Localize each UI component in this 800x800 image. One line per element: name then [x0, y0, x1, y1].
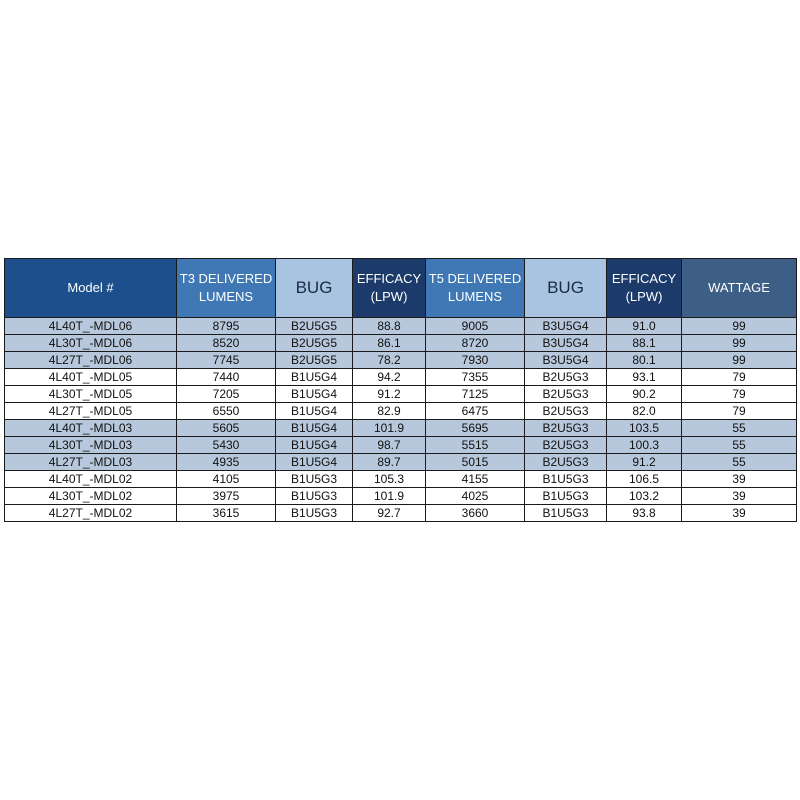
cell-t5-efficacy: 80.1	[607, 352, 682, 369]
table-row	[5, 386, 797, 403]
cell-t3-efficacy: 92.7	[353, 505, 426, 522]
cell-t3-bug: B1U5G4	[276, 420, 353, 437]
cell-t5-efficacy: 91.0	[607, 318, 682, 335]
cell-t5-bug: B2U5G3	[525, 386, 607, 403]
cell-t5-lumens: 4155	[426, 471, 525, 488]
cell-t3-lumens: 8795	[177, 318, 276, 335]
cell-t5-bug: B1U5G3	[525, 488, 607, 505]
cell-model: 4L27T_-MDL05	[5, 403, 177, 420]
cell-model: 4L27T_-MDL03	[5, 454, 177, 471]
cell-model: 4L30T_-MDL06	[5, 335, 177, 352]
cell-wattage: 99	[682, 352, 797, 369]
cell-t3-bug: B2U5G5	[276, 352, 353, 369]
cell-wattage: 99	[682, 318, 797, 335]
table-row	[5, 318, 797, 335]
table-row	[5, 454, 797, 471]
cell-t5-bug: B2U5G3	[525, 420, 607, 437]
cell-t3-lumens: 7745	[177, 352, 276, 369]
cell-t3-bug: B1U5G4	[276, 403, 353, 420]
cell-t5-efficacy: 93.1	[607, 369, 682, 386]
table-row	[5, 437, 797, 454]
cell-model: 4L40T_-MDL02	[5, 471, 177, 488]
cell-t5-bug: B3U5G4	[525, 352, 607, 369]
cell-t3-bug: B1U5G4	[276, 386, 353, 403]
cell-t5-bug: B1U5G3	[525, 471, 607, 488]
cell-t5-bug: B2U5G3	[525, 437, 607, 454]
cell-t3-efficacy: 78.2	[353, 352, 426, 369]
cell-t3-lumens: 4105	[177, 471, 276, 488]
cell-wattage: 79	[682, 369, 797, 386]
cell-t3-bug: B2U5G5	[276, 335, 353, 352]
cell-t3-efficacy: 105.3	[353, 471, 426, 488]
cell-model: 4L27T_-MDL02	[5, 505, 177, 522]
cell-t5-bug: B3U5G4	[525, 318, 607, 335]
cell-model: 4L40T_-MDL03	[5, 420, 177, 437]
cell-wattage: 99	[682, 335, 797, 352]
cell-t3-efficacy: 82.9	[353, 403, 426, 420]
cell-t5-efficacy: 90.2	[607, 386, 682, 403]
cell-t3-lumens: 5605	[177, 420, 276, 437]
header-row	[5, 259, 797, 318]
cell-t5-lumens: 7930	[426, 352, 525, 369]
cell-model: 4L27T_-MDL06	[5, 352, 177, 369]
cell-t5-lumens: 5015	[426, 454, 525, 471]
cell-t3-efficacy: 91.2	[353, 386, 426, 403]
cell-model: 4L30T_-MDL02	[5, 488, 177, 505]
cell-t3-lumens: 5430	[177, 437, 276, 454]
table-row	[5, 505, 797, 522]
cell-wattage: 55	[682, 454, 797, 471]
cell-t3-efficacy: 101.9	[353, 488, 426, 505]
cell-t3-bug: B1U5G4	[276, 437, 353, 454]
header-t3-bug: BUG	[276, 259, 353, 318]
header-wattage: WATTAGE	[682, 259, 797, 318]
table-row	[5, 403, 797, 420]
cell-t5-bug: B2U5G3	[525, 403, 607, 420]
cell-t3-bug: B2U5G5	[276, 318, 353, 335]
cell-t5-lumens: 7125	[426, 386, 525, 403]
cell-t3-bug: B1U5G3	[276, 471, 353, 488]
cell-t3-bug: B1U5G4	[276, 369, 353, 386]
cell-t3-efficacy: 94.2	[353, 369, 426, 386]
cell-t3-lumens: 7440	[177, 369, 276, 386]
cell-t3-bug: B1U5G4	[276, 454, 353, 471]
cell-t5-lumens: 9005	[426, 318, 525, 335]
cell-t3-efficacy: 98.7	[353, 437, 426, 454]
cell-t5-bug: B2U5G3	[525, 454, 607, 471]
cell-t3-lumens: 7205	[177, 386, 276, 403]
cell-t5-efficacy: 82.0	[607, 403, 682, 420]
cell-model: 4L30T_-MDL05	[5, 386, 177, 403]
header-t5-bug: BUG	[525, 259, 607, 318]
header-t5-lumens: T5 DELIVERED LUMENS	[426, 259, 525, 318]
table-row	[5, 352, 797, 369]
table-row	[5, 488, 797, 505]
cell-model: 4L40T_-MDL06	[5, 318, 177, 335]
spec-table-container	[4, 258, 796, 522]
cell-wattage: 79	[682, 403, 797, 420]
table-row	[5, 369, 797, 386]
table-row	[5, 335, 797, 352]
cell-t5-bug: B2U5G3	[525, 369, 607, 386]
cell-t5-efficacy: 106.5	[607, 471, 682, 488]
cell-wattage: 39	[682, 488, 797, 505]
cell-t5-efficacy: 91.2	[607, 454, 682, 471]
cell-wattage: 55	[682, 420, 797, 437]
cell-t5-lumens: 5515	[426, 437, 525, 454]
cell-t3-lumens: 4935	[177, 454, 276, 471]
cell-t5-lumens: 7355	[426, 369, 525, 386]
cell-wattage: 79	[682, 386, 797, 403]
cell-model: 4L30T_-MDL03	[5, 437, 177, 454]
cell-wattage: 55	[682, 437, 797, 454]
header-t5-efficacy: EFFICACY (LPW)	[607, 259, 682, 318]
table-row	[5, 471, 797, 488]
cell-t3-lumens: 3975	[177, 488, 276, 505]
header-model: Model #	[5, 259, 177, 318]
cell-t5-lumens: 6475	[426, 403, 525, 420]
header-t3-efficacy: EFFICACY (LPW)	[353, 259, 426, 318]
cell-t3-efficacy: 88.8	[353, 318, 426, 335]
cell-t3-lumens: 8520	[177, 335, 276, 352]
cell-t5-lumens: 3660	[426, 505, 525, 522]
cell-t5-efficacy: 100.3	[607, 437, 682, 454]
cell-t5-lumens: 4025	[426, 488, 525, 505]
cell-t5-bug: B3U5G4	[525, 335, 607, 352]
cell-t5-efficacy: 93.8	[607, 505, 682, 522]
cell-t5-bug: B1U5G3	[525, 505, 607, 522]
table-body	[5, 318, 797, 522]
cell-model: 4L40T_-MDL05	[5, 369, 177, 386]
spec-table	[4, 258, 797, 522]
cell-t3-efficacy: 89.7	[353, 454, 426, 471]
cell-t3-bug: B1U5G3	[276, 488, 353, 505]
cell-wattage: 39	[682, 471, 797, 488]
cell-t3-bug: B1U5G3	[276, 505, 353, 522]
table-row	[5, 420, 797, 437]
cell-t5-lumens: 8720	[426, 335, 525, 352]
cell-t5-lumens: 5695	[426, 420, 525, 437]
cell-t3-lumens: 6550	[177, 403, 276, 420]
header-t3-lumens: T3 DELIVERED LUMENS	[177, 259, 276, 318]
cell-wattage: 39	[682, 505, 797, 522]
cell-t3-lumens: 3615	[177, 505, 276, 522]
cell-t5-efficacy: 88.1	[607, 335, 682, 352]
cell-t3-efficacy: 101.9	[353, 420, 426, 437]
cell-t3-efficacy: 86.1	[353, 335, 426, 352]
cell-t5-efficacy: 103.2	[607, 488, 682, 505]
cell-t5-efficacy: 103.5	[607, 420, 682, 437]
